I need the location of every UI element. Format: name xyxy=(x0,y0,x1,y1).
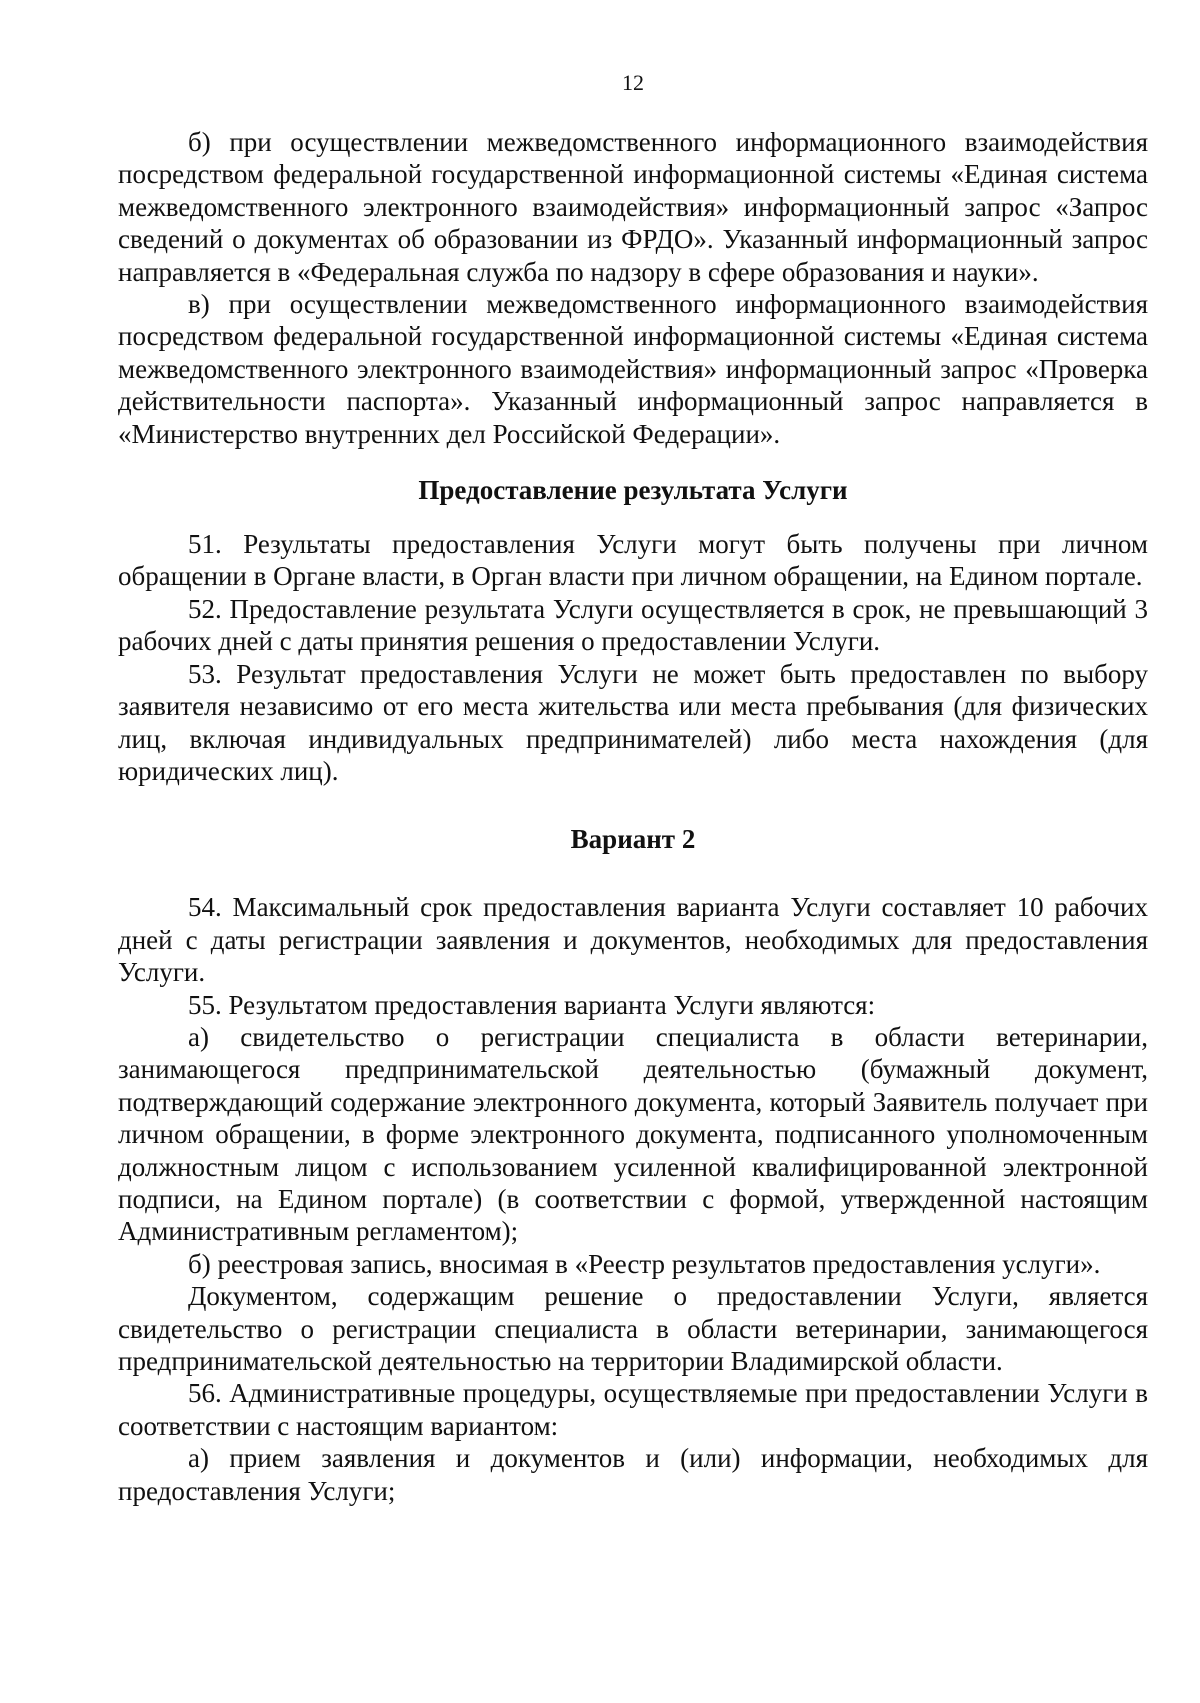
paragraph-56: 56. Административные процедуры, осуществляемые при предоставлении Услуги в соответствии с настоящим вариантом: xyxy=(118,1378,1148,1441)
paragraph-55-a: а) свидетельство о регистрации специалиста в области ветеринарии, занимающегося предпринимательской деятельностью (бумажный документ, подтверждающий содержание электронного документа, который Заявитель получает при личном обращении, в форме электронного документа, подписанного уполномоченным должностным лицом с использованием усиленной квалифицированной электронной подписи, на Едином портале) (в соответствии с формой, утвержденной настоящим Административным регламентом); xyxy=(118,1021,1148,1247)
paragraph-b-frdo-request: б) при осуществлении межведомственного информационного взаимодействия посредством федеральной государственной информационной системы «Единая система межведомственного электронного взаимодействия» информационный запрос «Запрос сведений о документах об образовании из ФРДО». Указанный информационный запрос направляется в «Федеральная служба по надзору в сфере образования и науки». xyxy=(118,127,1148,287)
paragraph-52: 52. Предоставление результата Услуги осуществляется в срок, не превышающий 3 рабочих дней с даты принятия решения о предоставлении Услуги. xyxy=(118,593,1148,657)
section-heading-variant-2: Вариант 2 xyxy=(570,824,696,855)
paragraph-53: 53. Результат предоставления Услуги не может быть предоставлен по выбору заявителя независимо от его места жительства или места пребывания (для физических лиц, включая индивидуальных предпринимателей) либо места нахождения (для юридических лиц). xyxy=(118,658,1148,786)
section-heading-result: Предоставление результата Услуги xyxy=(418,475,848,506)
paragraph-55-b: б) реестровая запись, вносимая в «Реестр результатов предоставления услуги». xyxy=(188,1248,1101,1279)
paragraph-decision-document: Документом, содержащим решение о предоставлении Услуги, является свидетельство о регистрации специалиста в области ветеринарии, занимающегося предпринимательской деятельностью на территории Владимирской области. xyxy=(118,1281,1148,1376)
page-number: 12 xyxy=(622,70,644,95)
paragraph-55: 55. Результатом предоставления варианта Услуги являются: xyxy=(188,989,876,1020)
paragraph-54: 54. Максимальный срок предоставления варианта Услуги составляет 10 рабочих дней с даты регистрации заявления и документов, необходимых для предоставления Услуги. xyxy=(118,892,1148,988)
paragraph-51: 51. Результаты предоставления Услуги могут быть получены при личном обращении в Органе власти, в Орган власти при личном обращении, на Едином портале. xyxy=(118,529,1148,592)
document-page xyxy=(118,70,1148,1507)
paragraph-v-passport-check: в) при осуществлении межведомственного информационного взаимодействия посредством федеральной государственной информационной системы «Единая система межведомственного электронного взаимодействия» информационный запрос «Проверка действительности паспорта». Указанный информационный запрос направляется в «Министерство внутренних дел Российской Федерации». xyxy=(118,289,1148,449)
paragraph-56-a: а) прием заявления и документов и (или) информации, необходимых для предоставления Услуги; xyxy=(118,1443,1148,1506)
